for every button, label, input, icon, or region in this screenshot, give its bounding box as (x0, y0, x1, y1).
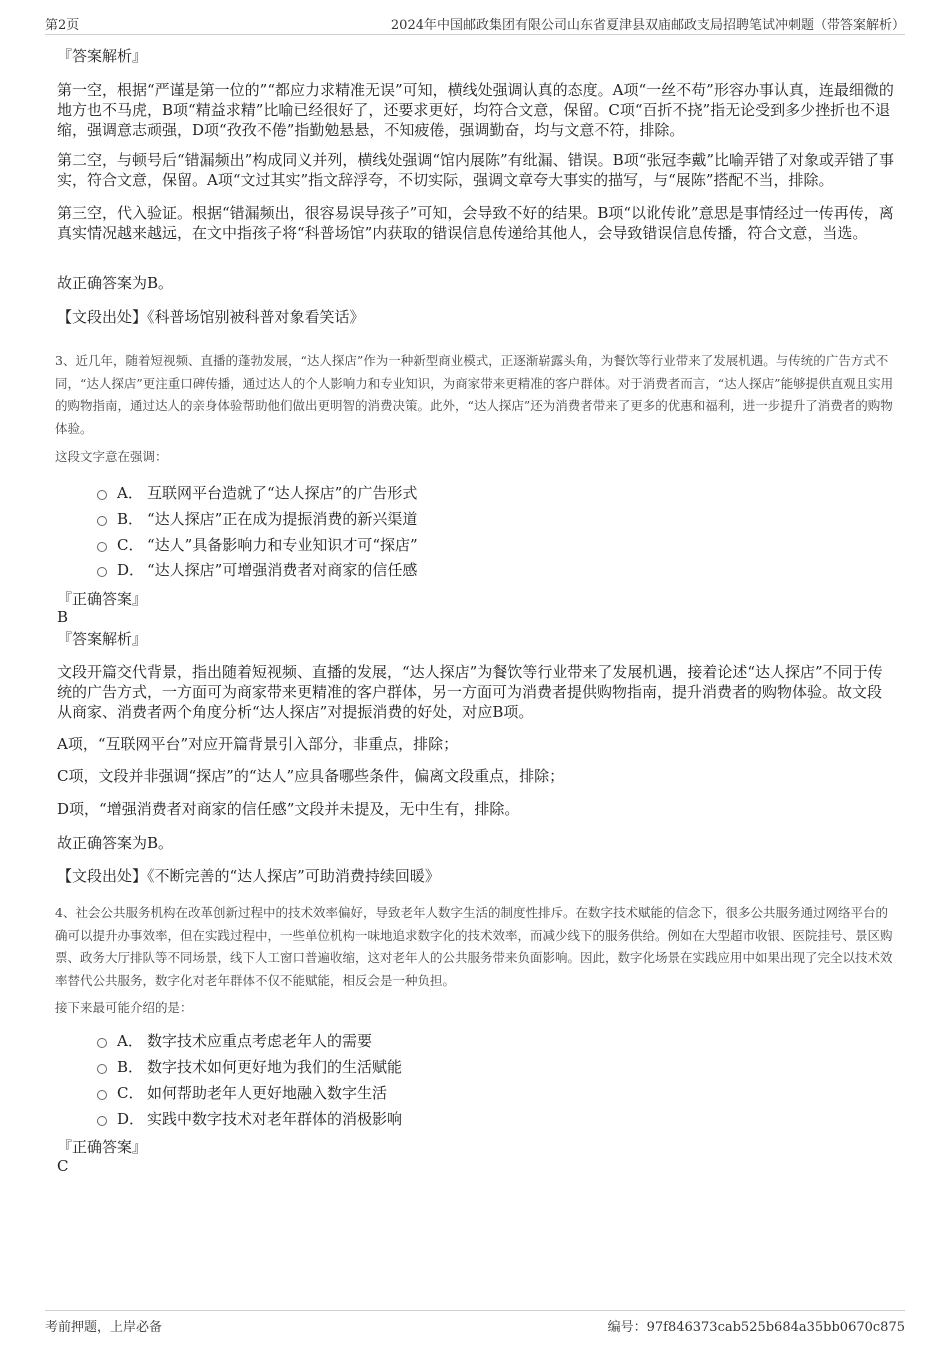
question-prompt: 这段文字意在强调： (55, 449, 168, 464)
option-d[interactable]: D． 实践中数字技术对老年群体的消极影响 (97, 1109, 402, 1129)
radio-icon[interactable] (97, 1038, 107, 1048)
correct-answer-value: B (57, 608, 69, 626)
correct-answer-statement: 故正确答案为B。 (57, 274, 174, 292)
source-citation: 【文段出处】《不断完善的“达人探店”可助消费持续回暖》 (57, 867, 440, 885)
document-id: 编号：97f846373cab525b684a35bb0670c875 (607, 1320, 905, 1335)
question-stem: 4、社会公共服务机构在改革创新过程中的技术效率偏好，导致老年人数字生活的制度性排斥。在数字技术赋能的信念下，很多公共服务通过网络平台的确可以提升办事效率，但在实践过程中，一些单位机构一味地追求数字化的技术效率，而减少线下的服务供给。例如在大型超市收银、医院挂号、景区购票、政务大厅排队等不同场景，线下人工窗口普遍收缩，这对老年人的公共服务带来负面影响。因此，数字化场景在实践应用中如果出现了完全以技术效率替代公共服务，数字化对老年群体不仅不能赋能，相反会是一种负担。 (55, 905, 893, 988)
radio-icon[interactable] (97, 1064, 107, 1074)
option-d[interactable]: D． “达人探店”可增强消费者对商家的信任感 (97, 560, 417, 580)
option-b[interactable]: B． 数字技术如何更好地为我们的生活赋能 (97, 1057, 402, 1077)
source-citation: 【文段出处】《科普场馆别被科普对象看笑话》 (57, 308, 365, 326)
correct-answer-statement: 故正确答案为B。 (57, 834, 174, 852)
page-footer (45, 1310, 905, 1335)
radio-icon[interactable] (97, 1116, 107, 1126)
analysis-paragraph: C项，文段并非强调“探店”的“达人”应具备哪些条件，偏离文段重点，排除； (57, 767, 565, 785)
correct-answer-label: 『正确答案』 (57, 1138, 148, 1156)
page-header (45, 12, 905, 35)
option-c[interactable]: C． 如何帮助老年人更好地融入数字生活 (97, 1083, 387, 1103)
analysis-paragraph: A项，“互联网平台”对应开篇背景引入部分，非重点，排除； (57, 735, 459, 753)
analysis-paragraph: 第三空，代入验证。根据“错漏频出，很容易误导孩子”可知，会导致不好的结果。B项“以讹传讹”意思是事情经过一传再传，离真实情况越来越远，在文中指孩子将“科普场馆”内获取的错误信息传递给其他人，会导致错误信息传播，符合文意，当选。 (57, 204, 894, 242)
analysis-paragraph: 第二空，与顿号后“错漏频出”构成同义并列，横线处强调“馆内展陈”有纰漏、错误。B项“张冠李戴”比喻弄错了对象或弄错了事实，符合文意，保留。A项“文过其实”指文辞浮夸，不切实际，强调文章夸大事实的描写，与“展陈”搭配不当，排除。 (57, 151, 895, 189)
radio-icon[interactable] (97, 542, 107, 552)
question-stem: 3、近几年，随着短视频、直播的蓬勃发展，“达人探店”作为一种新型商业模式，正逐渐崭露头角，为餐饮等行业带来了发展机遇。与传统的广告方式不同，“达人探店”更注重口碑传播，通过达人的个人影响力和专业知识，为商家带来更精准的客户群体。对于消费者而言，“达人探店”能够提供直观且实用的购物指南，通过达人的亲身体验帮助他们做出更明智的消费决策。此外，“达人探店”还为消费者带来了更多的优惠和福利，进一步提升了消费者的购物体验。 (55, 353, 894, 436)
option-b[interactable]: B． “达人探店”正在成为提振消费的新兴渠道 (97, 509, 417, 529)
correct-answer-value: C (57, 1157, 69, 1175)
analysis-label: 『答案解析』 (57, 630, 148, 648)
analysis-label: 『答案解析』 (57, 47, 148, 65)
question-prompt: 接下来最可能介绍的是： (55, 1000, 193, 1015)
footer-slogan: 考前押题，上岸必备 (45, 1320, 163, 1335)
radio-icon[interactable] (97, 490, 107, 500)
option-c[interactable]: C． “达人”具备影响力和专业知识才可“探店” (97, 535, 418, 555)
analysis-paragraph: 文段开篇交代背景，指出随着短视频、直播的发展，“达人探店”为餐饮等行业带来了发展机遇，接着论述“达人探店”不同于传统的广告方式，一方面可为商家带来更精准的客户群体，另一方面可为消费者提供购物指南，提升消费者的购物体验。故文段从商家、消费者两个角度分析“达人探店”对提振消费的好处，对应B项。 (57, 663, 883, 721)
analysis-paragraph: 第一空，根据“严谨是第一位的”“都应力求精准无误”可知，横线处强调认真的态度。A项“一丝不苟”形容办事认真，连最细微的地方也不马虎，B项“精益求精”比喻已经很好了，还要求更好，均符合文意，保留。C项“百折不挠”指无论受到多少挫折也不退缩，强调意志顽强，D项“孜孜不倦”指勤勉悬悬，不知疲倦，强调勤奋，均与文意不符，排除。 (57, 81, 894, 139)
radio-icon[interactable] (97, 516, 107, 526)
correct-answer-label: 『正确答案』 (57, 590, 148, 608)
document-title: 2024年中国邮政集团有限公司山东省夏津县双庙邮政支局招聘笔试冲刺题（带答案解析） (390, 18, 905, 33)
analysis-paragraph: D项，“增强消费者对商家的信任感”文段并未提及，无中生有，排除。 (57, 800, 520, 818)
page-number: 第2页 (45, 18, 80, 33)
radio-icon[interactable] (97, 1090, 107, 1100)
option-a[interactable]: A． 互联网平台造就了“达人探店”的广告形式 (97, 483, 417, 503)
radio-icon[interactable] (97, 567, 107, 577)
option-a[interactable]: A． 数字技术应重点考虑老年人的需要 (97, 1031, 372, 1051)
